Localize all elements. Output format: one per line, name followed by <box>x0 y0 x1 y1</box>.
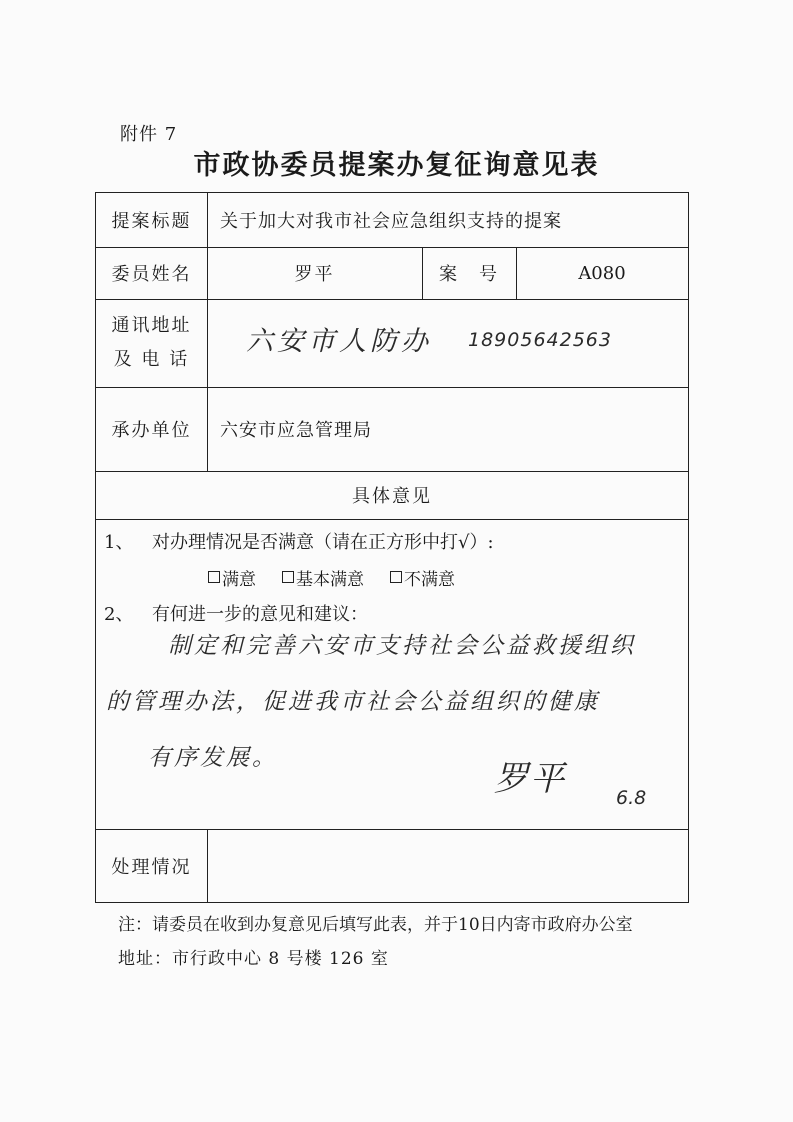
handwritten-suggestion-line2: 的管理办法，促进我市社会公益组织的健康 <box>106 689 600 715</box>
proposal-title-value: 关于加大对我市社会应急组织支持的提案 <box>220 211 562 232</box>
column-divider <box>207 193 208 471</box>
case-number-value: A080 <box>578 262 626 284</box>
form-title: 市政协委员提案办复征询意见表 <box>193 150 600 181</box>
attachment-label: 附件 7 <box>120 124 178 145</box>
question-2-number: 2、 <box>104 604 134 625</box>
question-2-text: 有何进一步的意见和建议： <box>152 604 368 625</box>
question-1-text: 对办理情况是否满意（请在正方形中打√）: <box>152 532 494 553</box>
handling-unit-value: 六安市应急管理局 <box>220 420 372 441</box>
case-number-label: 案 号 <box>439 264 499 285</box>
contact-label-line1: 通讯地址 <box>111 315 192 336</box>
option-label: 基本满意 <box>296 569 364 590</box>
footnote-address: 地址：市行政中心 8 号楼 126 室 <box>118 949 389 969</box>
proposal-title-label: 提案标题 <box>111 211 192 232</box>
handwritten-date: 6.8 <box>616 787 647 809</box>
question-1 <box>104 527 494 555</box>
handwritten-suggestion-line3: 有序发展。 <box>148 745 278 771</box>
member-name-value: 罗平 <box>294 264 335 285</box>
opinion-header: 具体意见 <box>352 486 432 507</box>
question-2 <box>104 599 368 627</box>
feedback-form-table <box>95 192 689 903</box>
member-name-label: 委员姓名 <box>111 264 192 285</box>
handling-status-value[interactable] <box>207 829 688 902</box>
option-unsatisfied[interactable] <box>390 565 455 590</box>
handwritten-phone: 18905642563 <box>468 329 612 351</box>
question-1-number: 1、 <box>104 532 134 553</box>
footnote-instruction: 注：请委员在收到办复意见后填写此表，并于10日内寄市政府办公室 <box>118 915 633 935</box>
option-basically-satisfied[interactable] <box>282 565 364 590</box>
contact-label-line2: 及 电 话 <box>113 349 190 370</box>
option-label: 不满意 <box>404 569 455 590</box>
checkbox[interactable] <box>208 571 220 583</box>
contact-label <box>96 299 207 387</box>
handling-unit-label: 承办单位 <box>111 420 192 441</box>
handwritten-signature: 罗平 <box>494 759 566 799</box>
row-divider <box>96 519 688 520</box>
handwritten-address: 六安市人防办 <box>246 326 432 357</box>
option-label: 满意 <box>222 569 256 590</box>
handwritten-suggestion-line1: 制定和完善六安市支持社会公益救援组织 <box>168 633 636 659</box>
handling-status-label: 处理情况 <box>111 856 192 878</box>
satisfaction-options <box>208 563 481 591</box>
checkbox[interactable] <box>390 571 402 583</box>
checkbox[interactable] <box>282 571 294 583</box>
option-satisfied[interactable] <box>208 565 256 590</box>
